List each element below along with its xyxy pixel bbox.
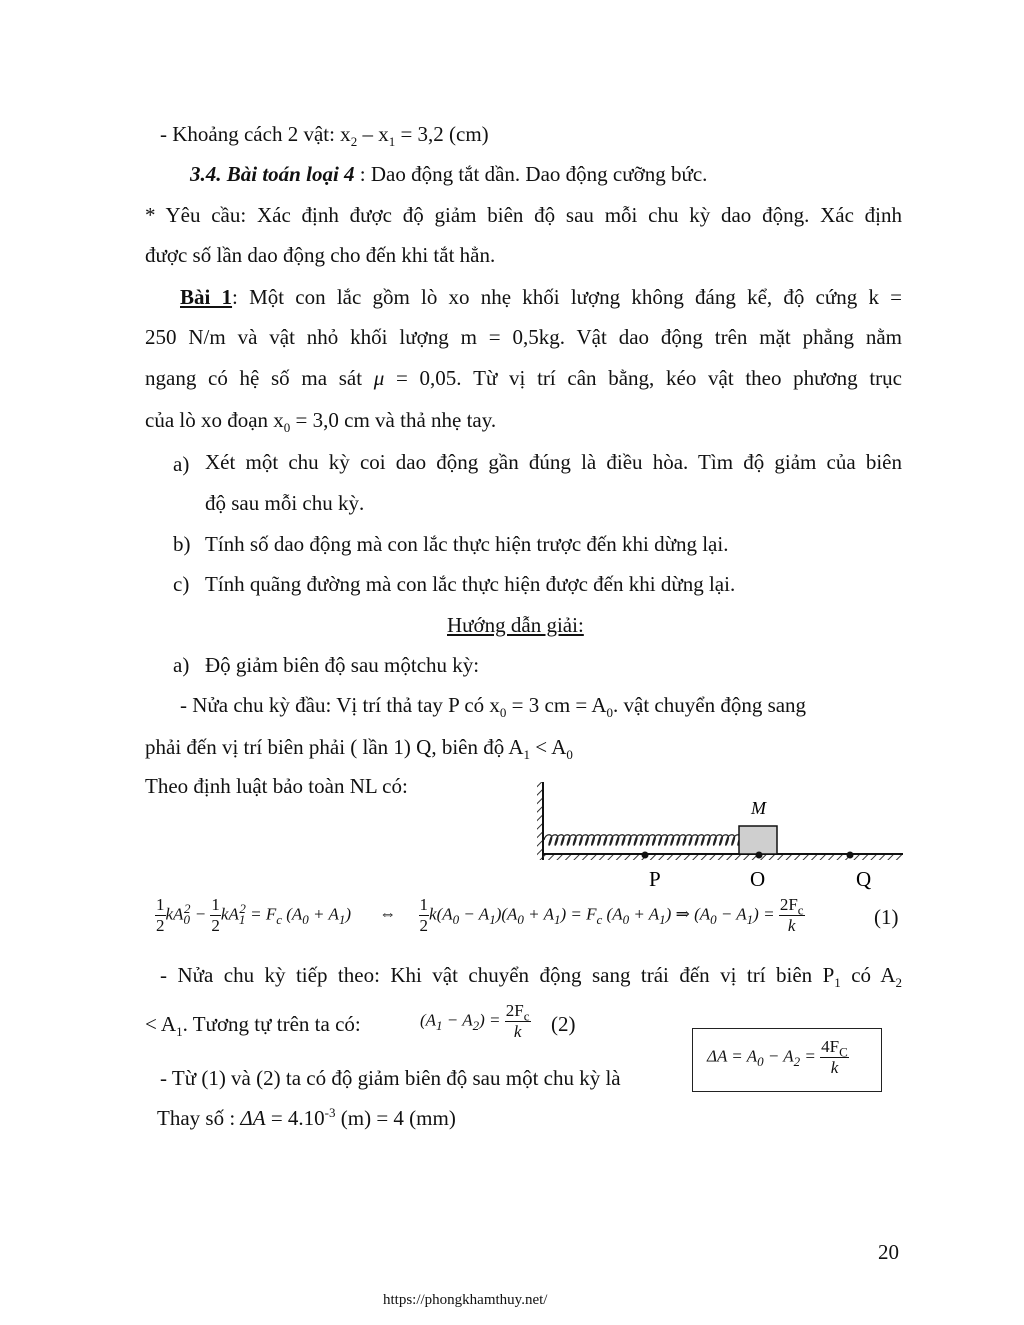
point-q-dot [847, 852, 854, 859]
problem-label: Bài 1 [180, 285, 233, 309]
solution-a: Độ giảm biên độ sau mộtchu kỳ: [205, 653, 480, 677]
substitution-line: Thay số : $\Delta A = 4.10^{-3}$ (m) = 4 (mm) [157, 1105, 456, 1130]
point-o-label: O [750, 867, 766, 891]
half-period-1-line-1: - Nửa chu kỳ đầu: Vị trí thả tay P có $x_0 = 3$ cm = $A_0$. vật chuyển động sang [180, 693, 807, 721]
question-b-label: b) [173, 532, 191, 556]
equation-1-label: (1) [874, 905, 899, 929]
question-c-label: c) [173, 572, 190, 596]
solution-heading: Hướng dẫn giải: [447, 613, 584, 637]
requirement-line-1: * Yêu cầu: Xác định được độ giảm biên độ sau mỗi chu kỳ dao động. Xác định [145, 203, 902, 227]
question-a-line-1: Xét một chu kỳ coi dao động gần đúng là điều hòa. Tìm độ giảm của biên [205, 450, 902, 474]
spring-coil [544, 835, 741, 846]
question-a-label: a) [173, 452, 190, 476]
equation-1: $\frac{1}{2}$ $kA_0^2$ − $\frac{1}{2}$ $kA_1^2 = F_c$ $(A_0 + A_1)$ ⇔ $\frac{1}{2}$ $k(A_0 - A_1)(A_0 + A_1) = F_c$ $(A_0 + A_1)$ ⇒ $(A_0 - A_1)$ = $\frac{2F_c}{k}$ [156, 895, 804, 935]
problem-line-3: ngang có hệ số ma sát μ = 0,05. Từ vị trí cân bằng, kéo vật theo phương trục [145, 366, 902, 390]
mass-block [739, 826, 777, 854]
page-number: 20 [878, 1240, 899, 1264]
requirement-line-2: được số lần dao động cho đến khi tắt hẳn. [145, 243, 496, 267]
equation-2: $(A_1 - A_2)$ = $\frac{2F_c}{k}$ [420, 1001, 530, 1041]
solution-a-label: a) [173, 653, 190, 677]
half-period-2-line-2: < $A_1$. Tương tự trên ta có: [145, 1012, 361, 1040]
half-period-2-line-1: - Nửa chu kỳ tiếp theo: Khi vật chuyển động sang trái đến vị trí biên $P_1$ có $A_2$ [160, 963, 903, 991]
energy-law-line: Theo định luật bảo toàn NL có: [145, 774, 408, 798]
mass-label: M [751, 798, 766, 818]
question-a-line-2: độ sau mỗi chu kỳ. [205, 491, 365, 515]
question-c: Tính quãng đường mà con lắc thực hiện được đến khi dừng lại. [205, 572, 736, 596]
section-title: 3.4. Bài toán loại 4 : Dao động tắt dần. Dao động cưỡng bức. [190, 162, 708, 186]
question-b: Tính số dao động mà con lắc thực hiện trược đến khi dừng lại. [205, 532, 729, 556]
spring-mass-diagram [530, 776, 910, 896]
footer-url[interactable]: https://phongkhamthuy.net/ [383, 1292, 548, 1308]
half-period-1-line-2: phải đến vị trí biên phải ( lần 1) Q, biên độ $A_1 < A_0$ [145, 735, 573, 763]
point-o-dot [756, 852, 763, 859]
distance-line: - Khoảng cách 2 vật: $x_2 - x_1 = 3,2$ (cm) [160, 122, 489, 150]
result-formula: $\Delta A = A_0 - A_2$ = $\frac{4F_C}{k}$ [707, 1037, 848, 1077]
point-p-label: P [649, 867, 661, 891]
result-box [692, 1028, 882, 1092]
equation-2-label: (2) [551, 1012, 576, 1036]
conclusion-line: - Từ (1) và (2) ta có độ giảm biên độ sau một chu kỳ là [160, 1066, 621, 1090]
problem-line-2: 250 N/m và vật nhỏ khối lượng m = 0,5kg. Vật dao động trên mặt phẳng nằm [145, 325, 902, 349]
problem-line-1: Bài 1: Một con lắc gồm lò xo nhẹ khối lượng không đáng kể, độ cứng k = [180, 285, 902, 309]
point-p-dot [642, 852, 649, 859]
problem-line-4: của lò xo đoạn $x_0 = 3,0$ cm và thả nhẹ tay. [145, 408, 497, 436]
point-q-label: Q [856, 867, 872, 891]
